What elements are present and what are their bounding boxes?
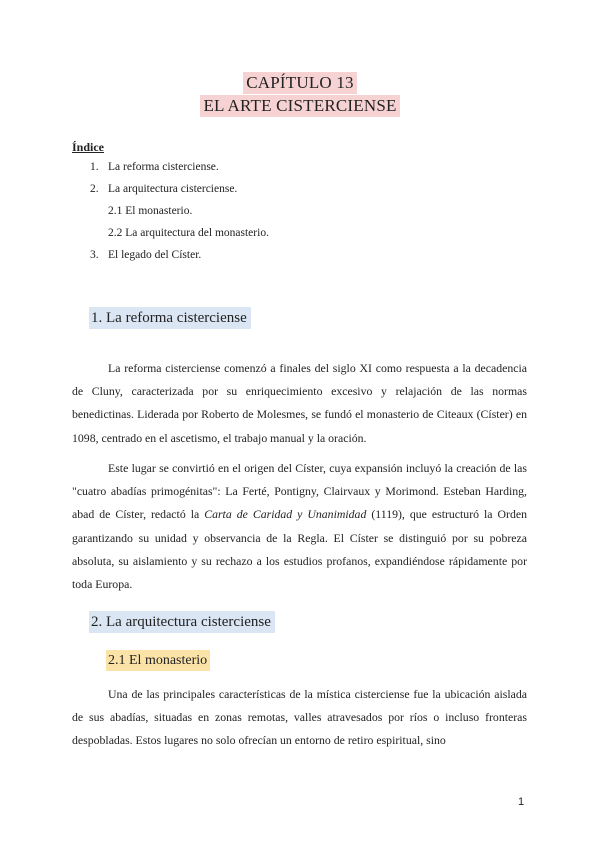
section2-heading: 2. La arquitectura cisterciense — [89, 611, 275, 633]
index-list — [90, 156, 269, 266]
chapter-number: CAPÍTULO 13 — [243, 72, 357, 94]
chapter-title — [0, 72, 600, 118]
carta-de-caridad-title: Carta de Caridad y Unanimidad — [204, 507, 367, 522]
section1-paragraph: La reforma cisterciense comenzó a finales del siglo XI como respuesta a la decadencia de Cluny, caracterizada por su enriquecimiento excesivo y relajación de las normas benedictinas. Liderada por Roberto de Molesmes, se fundó el monasterio de Citeaux (Císter) en 1098, centrado en el ascetismo, el trabajo manual y la oración. — [72, 361, 527, 445]
section1-heading: 1. La reforma cisterciense — [89, 307, 251, 329]
page-number: 1 — [518, 796, 525, 808]
section1-paragraph: Este lugar se convirtió en el origen del Císter, cuya expansión incluyó la creación de las "cuatro abadías primogénitas": La Ferté, Pontigny, Clairvaux y Morimond. Esteban Harding, abad de Císter, redactó la Carta de Caridad y Unanimidad (1119), que estructuró la Orden garantizando su unidad y observancia de la Regla. El Císter se distinguió por su pobreza absoluta, su aislamiento y su rechazo a los estudios profanos, expandiéndose rápidamente por toda Europa. — [72, 461, 527, 592]
index-item: 3. El legado del Císter. — [90, 249, 202, 261]
index-item: 1. La reforma cisterciense. — [90, 161, 219, 173]
index-subitem: 2.1 El monasterio. — [108, 205, 193, 217]
section2-paragraph: Una de las principales características de la mística cisterciense fue la ubicación aislada de sus abadías, situadas en zonas remotas, valles atravesados por ríos o incluso fronteras despobladas. Estos lugares no solo ofrecían un entorno de retiro espiritual, sino — [72, 687, 527, 748]
index-heading: Índice — [72, 140, 105, 154]
chapter-name: EL ARTE CISTERCIENSE — [200, 95, 399, 117]
subsection-heading: 2.1 El monasterio — [106, 650, 210, 671]
index-item: 2. La arquitectura cisterciense. — [90, 183, 238, 195]
index-subitem: 2.2 La arquitectura del monasterio. — [108, 227, 269, 239]
